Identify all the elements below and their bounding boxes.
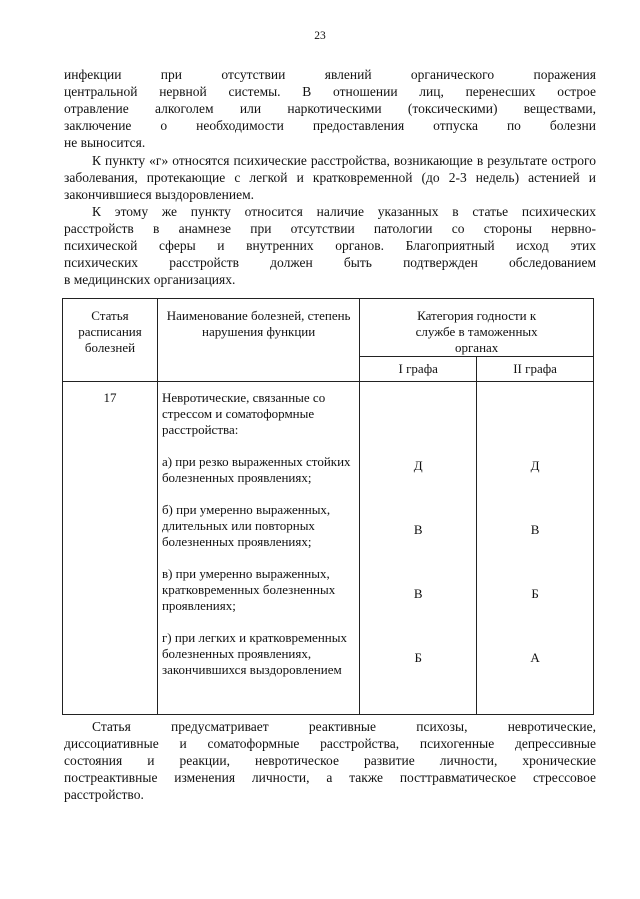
text-line: диссоциативные и соматоформные расстройства, психогенные депрессивные [64,736,596,751]
text-line: расстройств в анамнезе при отсутствии патологии со стороны нервно- [64,221,596,236]
text-line: психической сферы и внутренних органов. Благоприятный исход этих [64,238,596,253]
paragraph-continuation [64,66,596,151]
text-line: К этому же пункту относится наличие указанных в статье психических [92,204,596,219]
disease-item-b: б) при умеренно выраженных, длительных или повторных болезненных проявлениях; [161,502,331,549]
grade-a-col2: Д [530,458,540,473]
grade-a-col1: Д [413,458,423,473]
text-line: инфекции при отсутствии явлений органического поражения [64,67,596,82]
paragraph-article-scope [64,718,596,803]
grade-v-col2: Б [531,586,539,601]
disease-item-g: г) при легких и кратковременных болезненных проявлениях, закончившихся выздоровлением [161,630,347,677]
header-column-2: II графа [477,357,594,382]
fitness-table [62,298,594,715]
grades-column-2 [477,382,594,715]
header-column-1: I графа [360,357,477,382]
text-line: состояния и реакции, невротическое развитие личности, хронические [64,753,596,768]
grade-g-col2: А [530,650,540,665]
disease-descriptions [157,382,359,715]
text-line: не выносится. [64,135,146,150]
disease-item-a: а) при резко выраженных стойких болезненных проявлениях; [161,454,351,485]
header-category [360,299,594,357]
text-line: расстройство. [64,787,144,802]
grade-b-col2: В [530,522,540,537]
paragraph-item-g: К пункту «г» относятся психические расстройства, возникающие в результате острого заболевания, протекающие с легкой и кратковременной (до 2-3 недель) астенией и закончившиеся выздоровлением. [64,153,596,202]
header-article: Статья расписания болезней [63,299,158,382]
grade-b-col1: В [413,522,423,537]
text-line: центральной нервной системы. В отношении лиц, перенесших острое [64,84,596,99]
text-line: Статья предусматривает реактивные психозы, невротические, [92,719,596,734]
text-line: отравление алкоголем или наркотическими (токсическими) веществами, [64,101,596,116]
paragraph-anamnesis [64,203,596,288]
header-category-text: Категория годности к службе в таможенных органах [415,308,538,355]
disease-intro: Невротические, связанные со стрессом и соматоформные расстройства: [161,390,326,437]
article-number: 17 [63,382,158,715]
text-line: в медицинских организациях. [64,272,236,287]
header-disease: Наименование болезней, степень нарушения функции [157,299,359,382]
text-line: заключение о необходимости предоставления отпуска по болезни [64,118,596,133]
grade-v-col1: В [413,586,423,601]
page-number: 23 [314,30,326,42]
grades-column-1 [360,382,477,715]
disease-item-v: в) при умеренно выраженных, кратковременных болезненных проявлениях; [161,566,336,613]
grade-g-col1: Б [414,650,422,665]
text-line: психических расстройств должен быть подтвержден обследованием [64,255,596,270]
text-line: постреактивные изменения личности, а также посттравматическое стрессовое [64,770,596,785]
